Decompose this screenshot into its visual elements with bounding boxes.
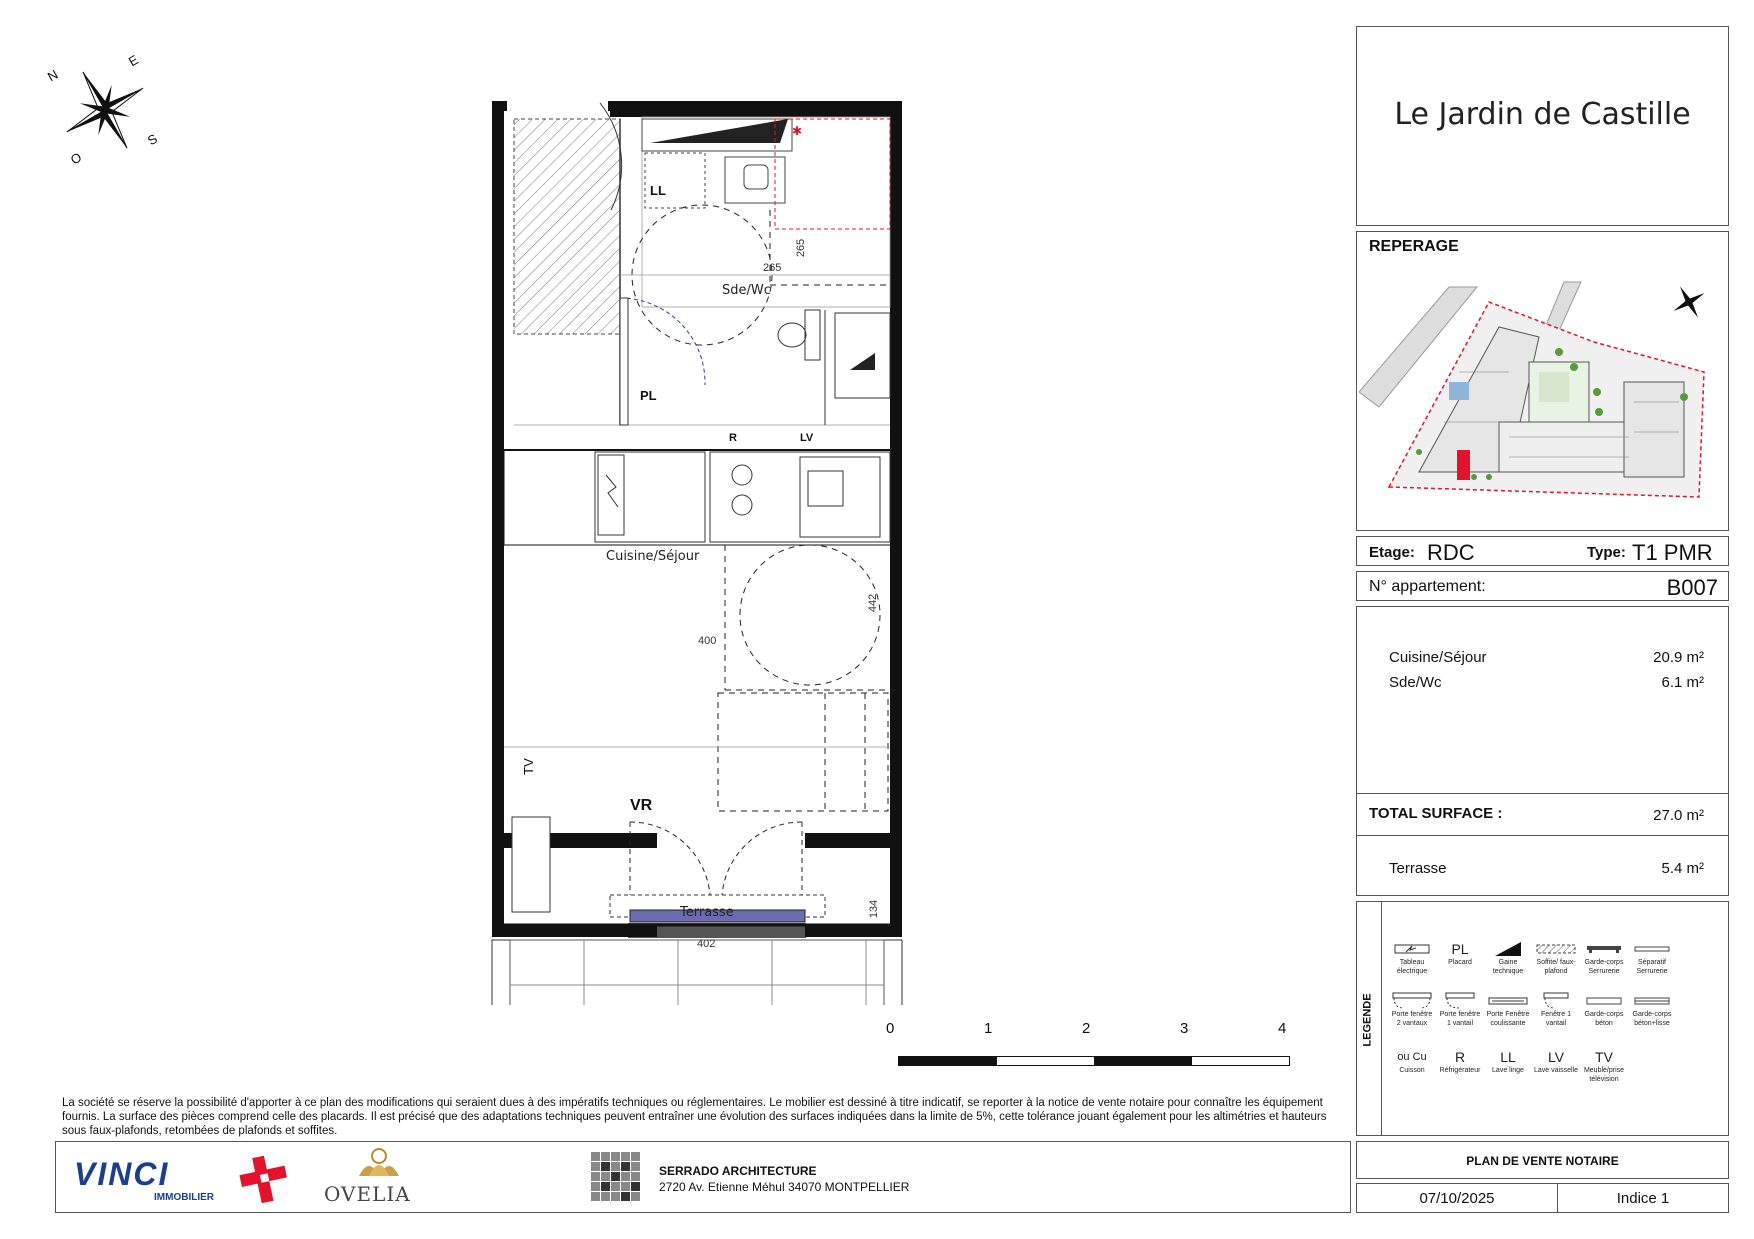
legend-lave-linge [1485,1048,1531,1075]
vinci-logo [70,1152,300,1207]
legend-cuisson [1389,1048,1435,1075]
legend-label: Meuble/prise télévision [1583,1067,1625,1083]
plan-dim-265b: 265 [795,238,808,258]
compass-rose [45,50,165,170]
legend-symbol: ou Cu [1397,1050,1427,1063]
doc-date: 07/10/2025 [1419,1190,1495,1207]
plan-pl-label: PL [640,388,657,403]
legend-label: Garde-corps Serrurerie [1584,959,1624,975]
plan-r-label: R [729,432,737,444]
surface-name: Sde/Wc [1389,674,1442,691]
legend-porte-fenetre-2v [1389,992,1435,1028]
ovelia-lotus-icon [354,1146,404,1178]
legend-gardecorps-beton-lisse [1629,992,1675,1028]
legend-label: Porte fenêtre 2 vantaux [1391,1011,1433,1027]
scale-tick-2: 2 [1082,1020,1091,1037]
legend-soffite [1533,940,1579,976]
scale-tick-4: 4 [1278,1020,1287,1037]
doc-indice: Indice 1 [1616,1190,1670,1207]
surface-value: 20.9 m² [1653,649,1704,666]
legend-label: Gaine technique [1492,959,1524,975]
legend-symbol: TV [1595,1048,1613,1065]
plan-ll-label: LL [650,183,666,198]
plan-dim-134: 134 [868,899,881,919]
project-title: Le Jardin de Castille [1394,97,1691,132]
legend-tableau-electrique [1389,940,1435,976]
legend-refrigerateur [1437,1048,1483,1075]
compass-s: S [144,130,160,149]
compass-n: N [44,66,61,85]
legend-label: Lave vaisselle [1534,1067,1578,1074]
ovelia-logo [324,1146,434,1210]
terrace-value: 5.4 m² [1661,860,1704,877]
room-sejour: Cuisine/Séjour [606,549,700,564]
plan-dim-400: 400 [698,635,717,647]
doc-type: PLAN DE VENTE NOTAIRE [1466,1154,1619,1168]
vinci-red-mark [235,1152,295,1207]
floor-plan [480,95,930,1005]
ovelia-wordmark: OVELIA [324,1182,411,1206]
etage-label: Etage: [1369,544,1415,561]
legend-title: LEGENDE [1361,993,1374,1047]
architect-name: SERRADO ARCHITECTURE [659,1164,817,1178]
doc-type-box [1356,1141,1729,1179]
disclaimer: La société se réserve la possibilité d'apporter à ce plan des modifications qui seraient dues à des impératifs techniques ou réglementaires. Le mobilier est dessiné à titre indicatif, se reporter à la notice de vente notaire pour connaître les équipement fournis. La surface des pièces comprend celle des placards. Il est précisé que des adaptations techniques peuvent entraîner une évolution des surfaces indiquées dans la limite de 5%, cette tolérance jouant également pour les altimétries et hauteurs sous faux-plafonds, retombées de plafonds et soffites. [62,1097,1327,1137]
date-box [1356,1183,1558,1213]
svg-text:✱: ✱ [792,124,803,138]
vinci-wordmark: VINCI [74,1156,170,1192]
legend-label: Séparatif Serrurerie [1636,959,1668,975]
apt-value: B007 [1666,575,1718,600]
legend-gardecorps-serrurerie [1581,940,1627,976]
scale-tick-1: 1 [984,1020,993,1037]
legend-label: Porte Fenêtre coulissante [1486,1011,1530,1027]
legend-placard [1437,940,1483,967]
apt-label: N° appartement: [1369,578,1486,595]
terrace-name: Terrasse [1389,860,1447,877]
legend-label: Cuisson [1399,1067,1425,1074]
legend-lave-vaisselle [1533,1048,1579,1075]
compass-e: E [125,51,141,70]
legend-label: Lave linge [1492,1067,1524,1074]
legend-label: Soffite/ faux-plafond [1536,959,1576,975]
surfaces-box [1356,606,1729,896]
legend-label: Tableau électrique [1396,959,1428,975]
surface-name: Cuisine/Séjour [1389,649,1487,666]
reperage-box [1356,231,1729,531]
legend-label: Garde-corps béton [1584,1011,1624,1027]
room-terrasse: Terrasse [680,905,734,920]
legend-symbol: LV [1547,1048,1565,1065]
legend-symbol: PL [1451,940,1469,957]
plan-lv-label: LV [800,432,814,444]
legend-label: Porte fenêtre 1 vantail [1439,1011,1481,1027]
info-row-1 [1356,536,1729,566]
plan-dim-402: 402 [697,938,716,950]
footer-logos [55,1141,1351,1213]
plan-tv-label: TV [520,758,536,775]
serrado-logo-icon [591,1152,641,1202]
type-label: Type: [1587,544,1626,561]
scale-tick-0: 0 [886,1020,895,1037]
plan-dim-442: 442 [867,593,880,613]
legend-symbol: R [1454,1048,1466,1065]
legend-label: Réfrigérateur [1439,1067,1481,1074]
surface-value: 6.1 m² [1661,674,1704,691]
info-row-2 [1356,571,1729,601]
compass-o: O [67,149,85,168]
legend-porte-fenetre-coulissante [1485,992,1531,1028]
type-value: T1 PMR [1632,540,1713,565]
vinci-subtitle: IMMOBILIER [154,1192,214,1203]
plan-vr-label: VR [630,797,653,814]
scale-bar [886,1020,1310,1070]
reperage-heading: REPERAGE [1369,238,1459,255]
legend-porte-fenetre-1v [1437,992,1483,1028]
total-surface-label: TOTAL SURFACE : [1369,805,1503,822]
legend-television [1581,1048,1627,1084]
indice-box [1557,1183,1729,1213]
architect-address: 2720 Av. Etienne Méhul 34070 MONTPELLIER [659,1180,910,1194]
legend-fenetre-1v [1533,992,1579,1028]
legend-gardecorps-beton [1581,992,1627,1028]
legend-gaine-technique [1485,940,1531,976]
legend-separatif [1629,940,1675,976]
legend-label: Garde-corps béton+lisse [1632,1011,1672,1027]
legend-label: Placard [1448,959,1472,966]
legend-label: Fenêtre 1 vantail [1541,1011,1571,1027]
total-surface-value: 27.0 m² [1653,807,1704,824]
legend-symbol: LL [1500,1048,1516,1065]
plan-dim-265a: 265 [763,262,782,274]
room-sde: Sde/Wc [722,283,771,298]
title-box [1356,26,1729,226]
site-plan-map [1359,272,1727,502]
legend-box [1356,901,1729,1136]
scale-tick-3: 3 [1180,1020,1189,1037]
etage-value: RDC [1427,540,1475,565]
